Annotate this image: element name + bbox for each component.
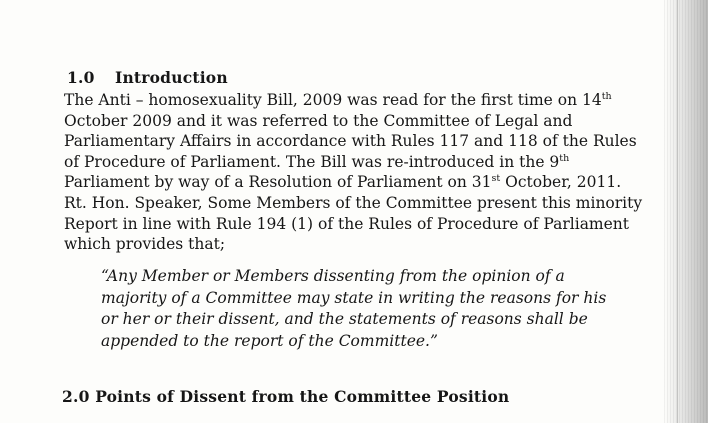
superscript: st xyxy=(491,173,501,185)
paragraph-line: Report in line with Rule 194 (1) of the Rules of Procedure of Parliament xyxy=(64,214,630,233)
superscript: th xyxy=(559,152,570,164)
rule-194-quote xyxy=(101,266,611,352)
section-1-title: Introduction xyxy=(115,68,228,87)
section-2-number: 2.0 xyxy=(62,387,90,406)
quote-line: majority of a Committee may state in writing the reasons for his xyxy=(101,288,607,307)
paragraph-line xyxy=(64,172,664,193)
superscript: th xyxy=(601,91,612,102)
quote-line: or her or their dissent, and the statements of reasons shall be xyxy=(101,310,588,328)
section-1-body xyxy=(64,90,664,255)
scan-page-edge xyxy=(664,0,708,423)
quote-line: appended to the report of the Committee.” xyxy=(101,331,438,350)
paragraph-line xyxy=(64,152,664,173)
section-2-heading xyxy=(62,387,509,406)
section-1-heading xyxy=(67,68,228,87)
line-text: October, 2011. xyxy=(500,173,622,192)
scan-edge-line xyxy=(677,0,678,423)
paragraph-line: Rt. Hon. Speaker, Some Members of the Committee present this minority xyxy=(64,193,643,212)
paragraph-line: Parliamentary Affairs in accordance with Rules 117 and 118 of the Rules xyxy=(64,132,637,151)
line-text: The Anti – homosexuality Bill, 2009 was read for the first time on 14 xyxy=(64,91,602,109)
line-text: of Procedure of Parliament. The Bill was re-introduced in the 9 xyxy=(64,152,560,171)
quote-line: “Any Member or Members dissenting from the opinion of a xyxy=(101,267,565,285)
line-text: Parliament by way of a Resolution of Parliament on 31 xyxy=(64,173,492,192)
paragraph-line: October 2009 and it was referred to the Committee of Legal and xyxy=(64,111,573,130)
paragraph-line: which provides that; xyxy=(64,235,226,254)
section-2-title: Points of Dissent from the Committee Position xyxy=(95,387,510,406)
paragraph-line xyxy=(64,90,664,111)
section-1-number: 1.0 xyxy=(67,68,95,87)
